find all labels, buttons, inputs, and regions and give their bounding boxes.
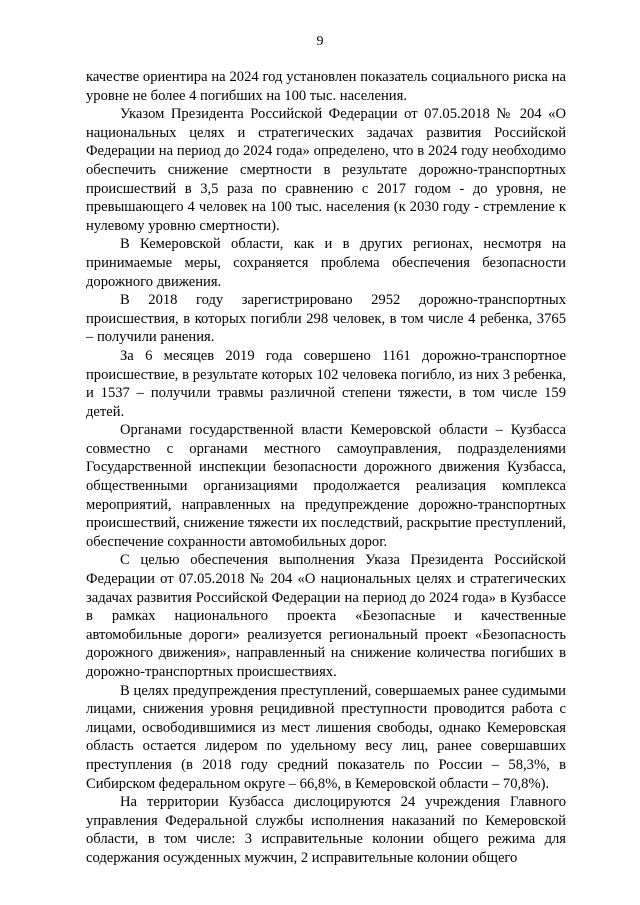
paragraph-kemerovo-problem: В Кемеровской области, как и в других регионах, несмотря на принимаемые меры, сохраняется проблема обеспечения безопасности дорожного движения. [86, 236, 566, 290]
paragraph-presidential-decree: Указом Президента Российской Федерации от 07.05.2018 № 204 «О национальных целях и стратегических задачах развития Российской Федерации на период до 2024 года» определено, что в 2024 году необходимо обеспечить снижение смертности в результате дорожно-транспортных происшествий в 3,5 раза по сравнению с 2017 годом - до уровня, не превышающего 4 человек на 100 тыс. населения (к 2030 году - стремление к нулевому уровню смертности). [86, 106, 566, 234]
paragraph-authorities-measures: Органами государственной власти Кемеровской области – Кузбасса совместно с органами местного самоуправления, подразделениями Государственной инспекции безопасности дорожного движения Кузбасса, общественными организациями продолжается реализация комплекса мероприятий, направленных на предупреждение дорожно-транспортных происшествий, снижение тяжести их последствий, раскрытие преступлений, обеспечение сохранности автомобильных дорог. [86, 422, 566, 550]
paragraph-2018-statistics: В 2018 году зарегистрировано 2952 дорожно-транспортных происшествия, в которых погибли 298 человек, в том числе 4 ребенка, 3765 – получили ранения. [86, 292, 566, 346]
page-number: 9 [316, 34, 324, 49]
paragraph-regional-project: С целью обеспечения выполнения Указа Президента Российской Федерации от 07.05.2018 № 204 «О национальных целях и стратегических задачах развития Российской Федерации на период до 2024 года» в Кузбассе в рамках национального проекта «Безопасные и качественные автомобильные дороги» реализуется региональный проект «Безопасность дорожного движения», направленный на снижение количества погибших в дорожно-транспортных происшествиях. [86, 552, 566, 680]
paragraph-penitentiary-institutions: На территории Кузбасса дислоцируются 24 учреждения Главного управления Федеральной службы исполнения наказаний по Кемеровской области, в том числе: 3 исправительные колонии общего режима для содержания осужденных мужчин, 2 исправительные колонии общего [86, 794, 566, 866]
paragraph-2019-statistics: За 6 месяцев 2019 года совершено 1161 дорожно-транспортное происшествие, в результате которых 102 человека погибло, из них 3 ребенка, и 1537 – получили травмы различной степени тяжести, в том числе 159 детей. [86, 347, 566, 420]
paragraph-crime-prevention: В целях предупреждения преступлений, совершаемых ранее судимыми лицами, снижения уровня рецидивной преступности проводится работа с лицами, освободившимися из мест лишения свободы, однако Кемеровская область остается лидером по удельному весу лиц, ранее совершавших преступления (в 2018 году средний показатель по России – 58,3%, в Сибирском федеральном округе – 66,8%, в Кемеровской области – 70,8%). [86, 682, 566, 792]
paragraph-continuation: качестве ориентира на 2024 год установлен показатель социального риска на уровне не более 4 погибших на 100 тыс. населения. [86, 69, 566, 104]
document-body [86, 68, 566, 868]
